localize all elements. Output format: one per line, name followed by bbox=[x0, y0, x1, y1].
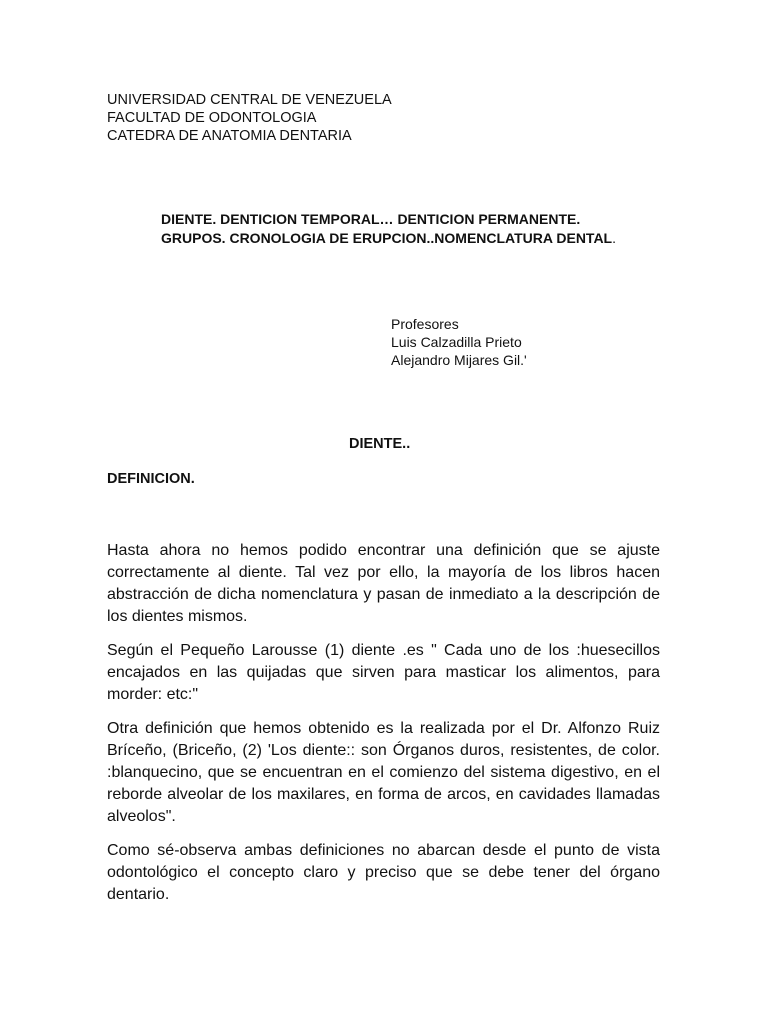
professor-name-1: Luis Calzadilla Prieto bbox=[391, 334, 522, 350]
faculty-name: FACULTAD DE ODONTOLOGIA bbox=[107, 110, 317, 126]
paragraph: Según el Pequeño Larousse (1) diente .es " Cada uno de los :huesecillos encajados en las quijadas que sirven para masticar los alimentos, para morder: etc:" bbox=[107, 642, 660, 703]
professor-name-2: Alejandro Mijares Gil.' bbox=[391, 352, 527, 368]
body-text bbox=[107, 540, 660, 918]
section-heading: DIENTE.. bbox=[349, 436, 411, 452]
institution-header bbox=[107, 91, 392, 145]
definition-heading: DEFINICION. bbox=[107, 471, 195, 487]
paragraph: Hasta ahora no hemos podido encontrar una definición que se ajuste correctamente al diente. Tal vez por ello, la mayoría de los libros hacen abstracción de dicha nomenclatura y pasan de inmediato a la descripción de los dientes mismos. bbox=[107, 542, 660, 625]
title-line-2-text: GRUPOS. CRONOLOGIA DE ERUPCION..NOMENCLATURA DENTAL bbox=[161, 230, 613, 246]
document-title bbox=[161, 210, 616, 248]
professors-block bbox=[391, 315, 527, 369]
title-line-2-tail: . bbox=[612, 230, 617, 246]
title-line-1: DIENTE. DENTICION TEMPORAL… DENTICION PERMANENTE. bbox=[161, 211, 581, 227]
professors-label: Profesores bbox=[391, 316, 459, 332]
paragraph: Como sé-observa ambas definiciones no abarcan desde el punto de vista odontológico el concepto claro y preciso que se debe tener del órgano dentario. bbox=[107, 842, 660, 903]
department-name: CATEDRA DE ANATOMIA DENTARIA bbox=[107, 128, 352, 144]
title-line-2 bbox=[161, 229, 616, 248]
paragraph: Otra definición que hemos obtenido es la realizada por el Dr. Alfonzo Ruiz Bríceño, (Briceño, (2) 'Los diente:: son Órganos duros, resistentes, de color. :blanquecino, que se encuentran en el comienzo del sistema digestivo, en el reborde alveolar de los maxilares, en forma de arcos, en cavidades llamadas alveolos". bbox=[107, 720, 660, 825]
university-name: UNIVERSIDAD CENTRAL DE VENEZUELA bbox=[107, 92, 392, 108]
